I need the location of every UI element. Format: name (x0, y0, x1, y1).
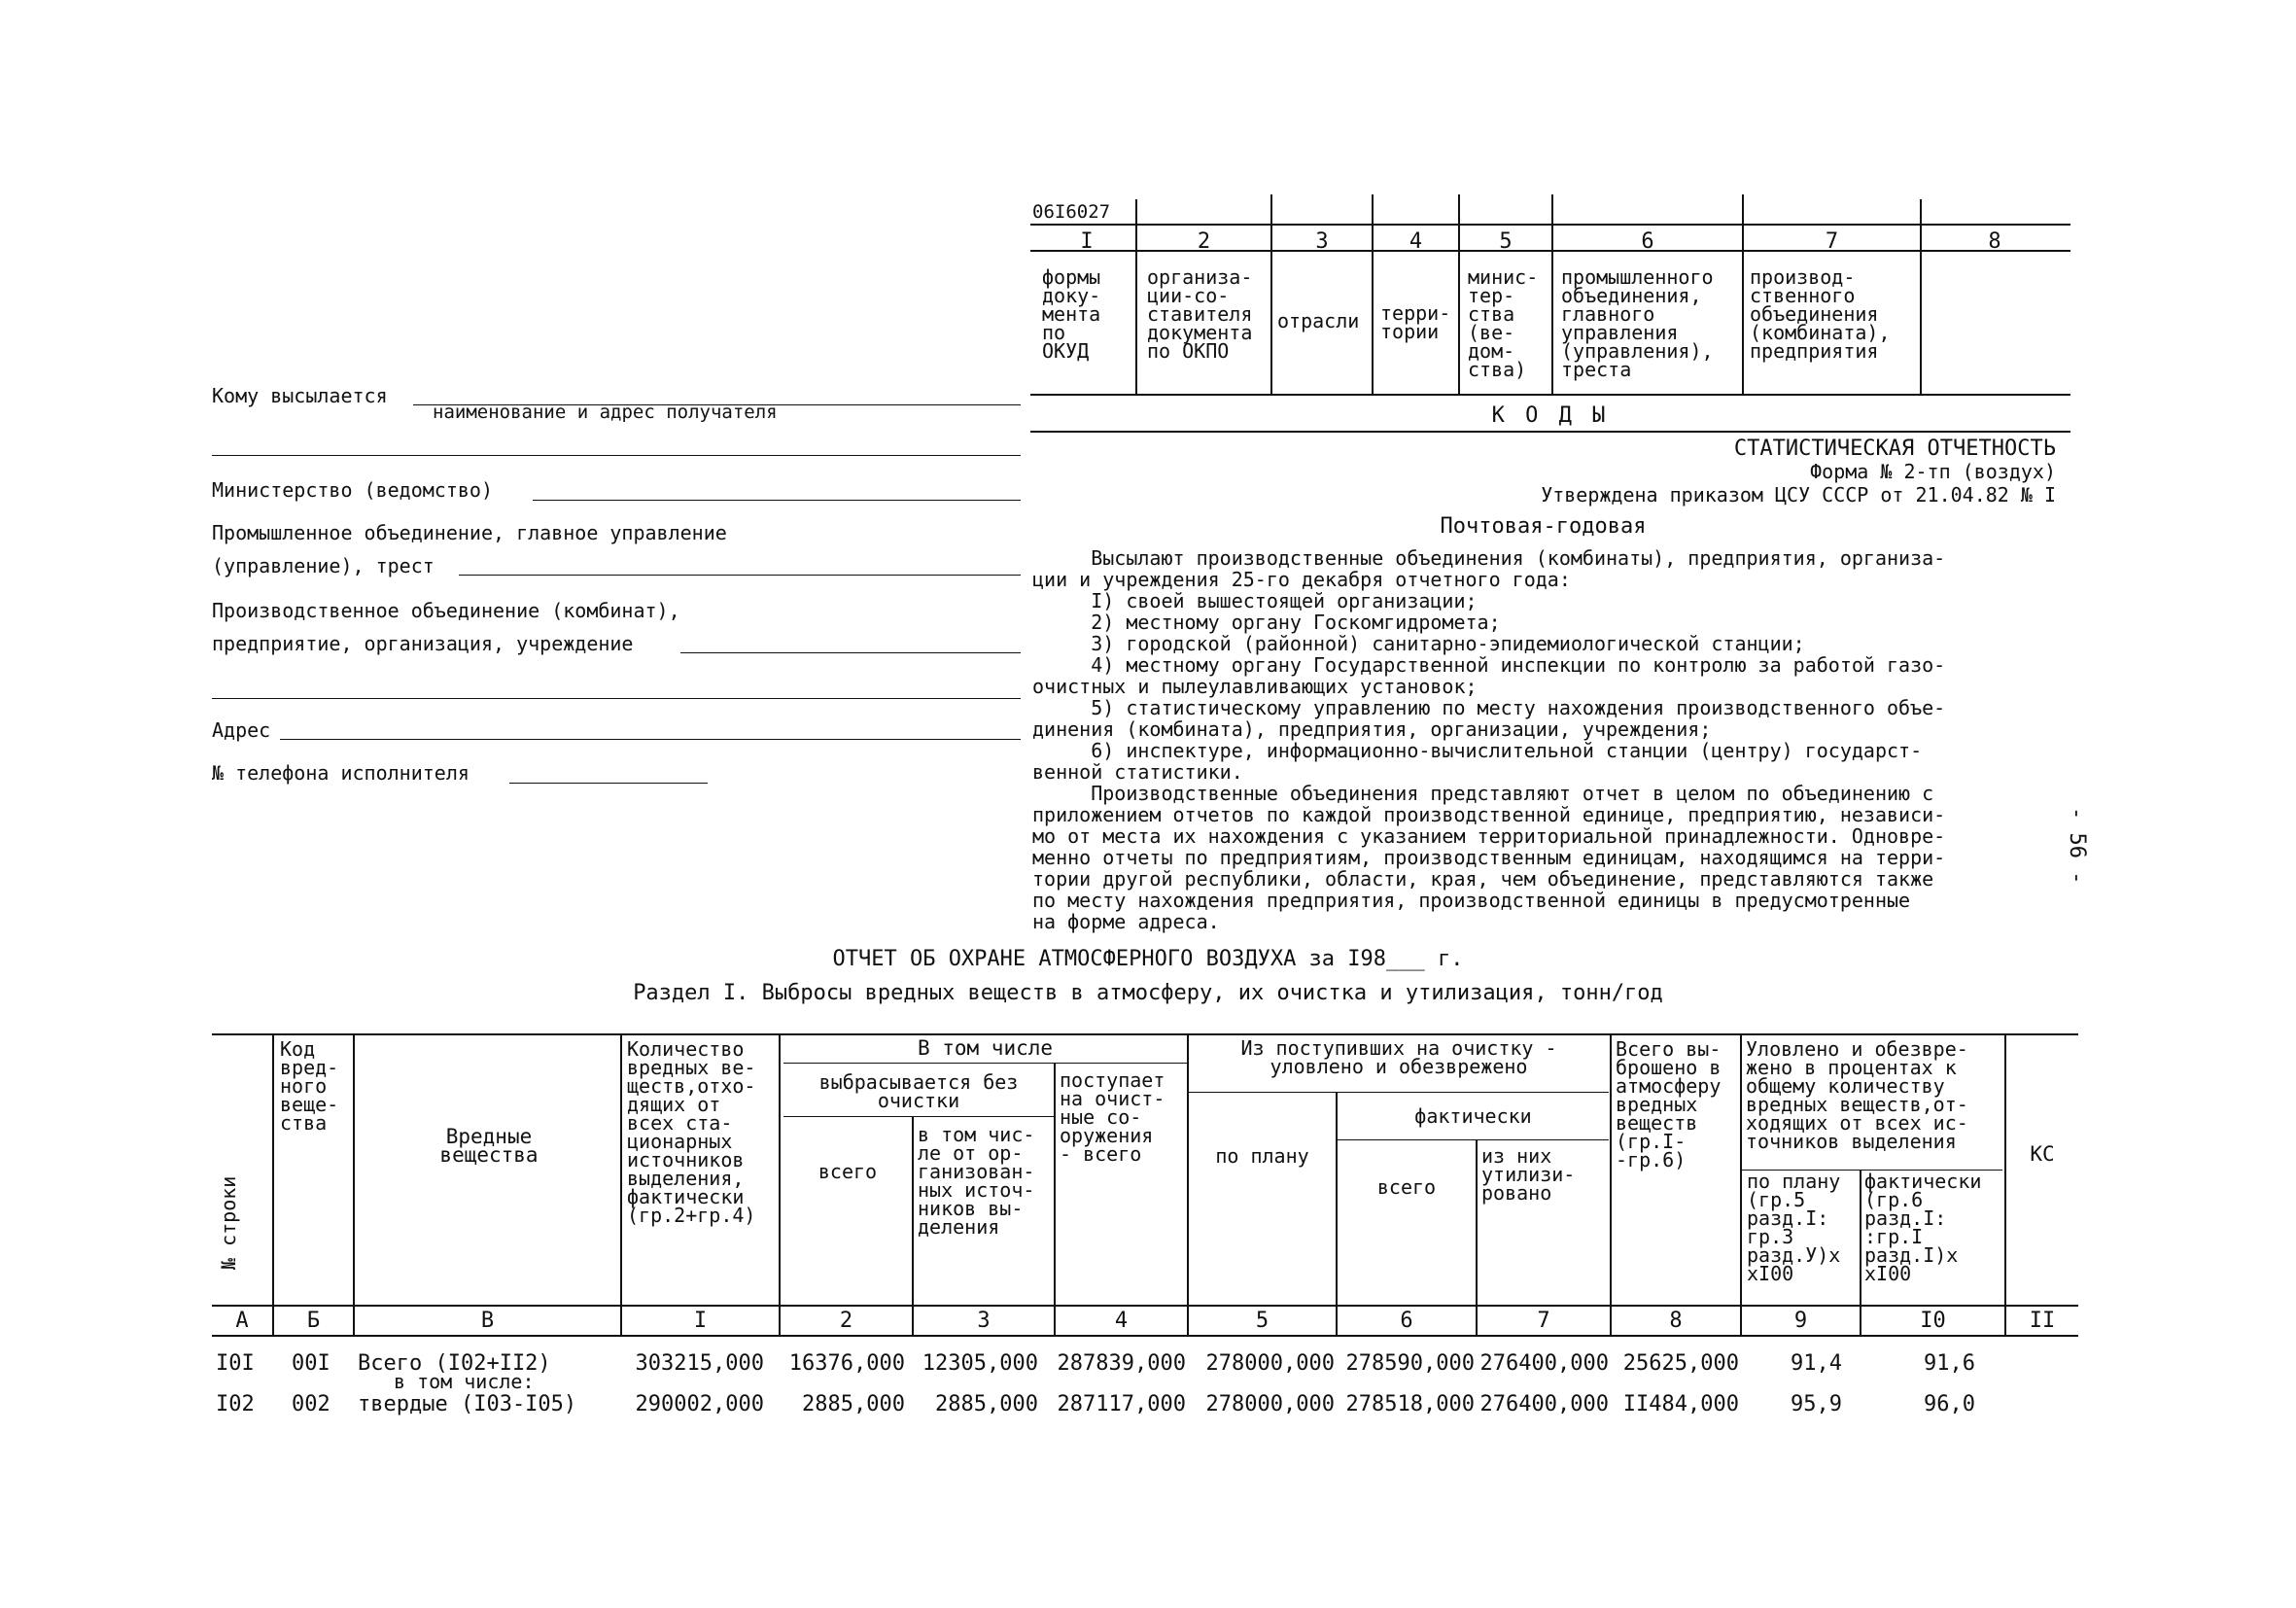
code-col-text: отрасли (1277, 309, 1360, 332)
row-value: 95,9 (1791, 1392, 1842, 1416)
header-in-that: В том числе (917, 1036, 1054, 1060)
phone-label: № телефона исполнителя (212, 761, 470, 785)
column-label: 2 (839, 1309, 853, 1333)
code-col-text: промышленного объединения, главного управления (управления), треста (1561, 265, 1714, 381)
header-row-number: № строки (217, 1175, 240, 1270)
header-by-plan: по плану (1215, 1144, 1309, 1168)
enterprise-field[interactable] (680, 652, 1021, 653)
header-actual-total: всего (1376, 1175, 1437, 1199)
row-value: 276400,000 (1479, 1392, 1609, 1416)
column-label: II (2029, 1309, 2056, 1333)
address-label: Адрес (212, 718, 271, 742)
phone-field[interactable] (509, 783, 708, 784)
row-value: 91,4 (1791, 1351, 1842, 1376)
stat-title: СТАТИСТИЧЕСКАЯ ОТЧЕТНОСТЬ (1733, 437, 2056, 461)
code-col-num: 2 (1197, 229, 1211, 254)
recipient-hint: наименование и адрес получателя (433, 402, 778, 423)
row-code: 00I (292, 1351, 330, 1376)
column-label: 7 (1537, 1309, 1550, 1333)
row-value: 25625,000 (1622, 1351, 1739, 1376)
header-incl-organized: в том чис- ле от ор- ганизован- ных источ- ников вы- деления (918, 1123, 1035, 1239)
row-value: 16376,000 (788, 1351, 905, 1376)
instructions-text: Высылают производственные объединения (комбинаты), предприятия, организа- ции и учреждения 25-го декабря отчетного года: I) своей вышестоящей организации; 2) местному органу Госкомгидромета; 3) городской (районной) санитарно-эпидемиологической станции; 4) местному органу Государственной инспекции по контролю за работой газо- очистных и пылеулавливающих установок; 5) статистическому управлению по месту нахождения производственного объе- динения (комбината), предприятия, организации, учреждения; 6) инспектуре, информационно-вычислительной станции (центру) государст- венной статистики. Производственные объединения представляют отчет в целом по объединению с приложением отчетов по каждой производственной единице, предприятию, независи- мо от места их нахождения с указанием территориальной принадлежности. Одновре- менно отчеты по предприятиям, производственным единицам, находящимся на терри- тории другой республики, области, края, чем объединение, представляются также по месту нахождения предприятия, производственной единицы в предусмотренные на форме адреса. (1032, 546, 1946, 933)
header-to-cleaning: поступает на очист- ные со- оружения - всего (1060, 1068, 1165, 1166)
header-percent-actual: фактически (гр.6 разд.I: :гр.I разд.I)х хI00 (1864, 1170, 1982, 1285)
row-value: 12305,000 (922, 1351, 1038, 1376)
header-actual: фактически (1414, 1104, 1532, 1128)
postal-type: Почтовая-годовая (1440, 514, 1647, 539)
header-percent-plan: по плану (гр.5 разд.I: гр.3 разд.У)х хI00 (1747, 1170, 1841, 1285)
to-whom-label: Кому высылается (212, 384, 388, 407)
report-title: ОТЧЕТ ОБ ОХРАНЕ АТМОСФЕРНОГО ВОЗДУХА за I98___ г. (832, 947, 1464, 971)
address-field[interactable] (280, 739, 1021, 740)
column-label: 9 (1793, 1309, 1808, 1333)
header-percent: Уловлено и обезвре- жено в процентах к общему количеству вредных веществ,от- ходящих от всех ис- точников выделения (1746, 1037, 1968, 1153)
row-value: II484,000 (1622, 1392, 1739, 1416)
row-name: твердые (I03-I05) (358, 1392, 577, 1416)
column-label: В (480, 1309, 495, 1333)
enterprise-label-1: Производственное объединение (комбинат), (212, 599, 680, 622)
form-code: 06I6027 (1032, 201, 1111, 223)
column-label: Б (306, 1309, 321, 1333)
row-value: 287117,000 (1057, 1392, 1186, 1416)
column-label: I (693, 1309, 708, 1333)
page-number: - 56 - (2065, 807, 2089, 885)
section-title: Раздел I. Выбросы вредных веществ в атмосферу, их очистка и утилизация, тонн/год (633, 981, 1663, 1005)
code-col-num: 7 (1825, 229, 1839, 254)
code-col-text: терри- тории (1380, 301, 1451, 343)
row-value: 278518,000 (1345, 1392, 1475, 1416)
codes-caption: К О Д Ы (1491, 403, 1610, 428)
column-label: 5 (1255, 1309, 1270, 1333)
row-value: 278590,000 (1345, 1351, 1475, 1376)
union-label-1: Промышленное объединение, главное управление (212, 521, 727, 544)
union-label-2: (управление), трест (212, 554, 435, 577)
header-emitted-total: Всего вы- брошено в атмосферу вредных веществ (гр.I- -гр.6) (1616, 1037, 1722, 1171)
recipient-field-2[interactable] (212, 455, 1021, 456)
column-label: 4 (1114, 1309, 1129, 1333)
code-col-num: 8 (1988, 229, 2001, 254)
row-code: 002 (292, 1392, 330, 1416)
header-utilized: из них утилизи- ровано (1481, 1144, 1576, 1205)
header-amount: Количество вредных ве- ществ,отхо- дящих от всех ста- ционарных источников выделения, фактически (гр.2+гр.4) (627, 1037, 756, 1227)
header-emitted-no-clean: выбрасывается без очистки (818, 1070, 1019, 1112)
code-col-text: организа- ции-со- ставителя документа по ОКПО (1147, 265, 1253, 363)
in-that-subheader: в том числе: (394, 1370, 535, 1393)
ministry-label: Министерство (ведомство) (212, 478, 493, 502)
row-value: 276400,000 (1479, 1351, 1609, 1376)
code-col-text: производ- ственного объединения (комбината), предприятия (1750, 265, 1891, 363)
row-value: 287839,000 (1057, 1351, 1186, 1376)
code-col-num: 5 (1499, 229, 1513, 254)
code-col-num: 3 (1315, 229, 1329, 254)
row-name: Всего (I02+II2) (358, 1351, 551, 1376)
row-value: 91,6 (1924, 1351, 1975, 1376)
row-value: 278000,000 (1205, 1351, 1335, 1376)
enterprise-label-2: предприятие, организация, учреждение (212, 632, 634, 655)
header-total: всего (818, 1160, 878, 1183)
column-label: 3 (977, 1309, 991, 1333)
code-col-text: формы доку- мента по ОКУД (1042, 265, 1101, 363)
column-label: 6 (1400, 1309, 1413, 1333)
row-value: 2885,000 (802, 1392, 905, 1416)
form-number: Форма № 2-тп (воздух) (1810, 460, 2056, 483)
row-value: 2885,000 (935, 1392, 1038, 1416)
header-code: Код вред- ного веще- ства (280, 1037, 339, 1135)
row-number: I0I (216, 1351, 255, 1376)
row-value: 96,0 (1924, 1392, 1975, 1416)
union-field[interactable] (459, 575, 1021, 576)
column-label: I0 (1920, 1309, 1946, 1333)
column-label: А (235, 1309, 249, 1333)
header-captured: Из поступивших на очистку - уловлено и обезврежено (1240, 1036, 1557, 1078)
row-value: 303215,000 (635, 1351, 764, 1376)
header-substances: Вредные вещества (439, 1125, 539, 1167)
ministry-field[interactable] (533, 500, 1021, 501)
code-col-num: 4 (1409, 229, 1423, 254)
code-col-text: минис- тер- ства (ве- дом- ства) (1468, 265, 1539, 381)
code-col-num: I (1080, 229, 1094, 254)
code-col-num: 6 (1641, 229, 1654, 254)
row-value: 278000,000 (1205, 1392, 1335, 1416)
row-value: 290002,000 (635, 1392, 764, 1416)
column-label: 8 (1669, 1309, 1683, 1333)
row-number: I02 (216, 1392, 255, 1416)
enterprise-field-2[interactable] (212, 698, 1021, 699)
header-ks: КС (2030, 1142, 2055, 1166)
approval-text: Утверждена приказом ЦСУ СССР от 21.04.82 № I (1541, 483, 2056, 507)
